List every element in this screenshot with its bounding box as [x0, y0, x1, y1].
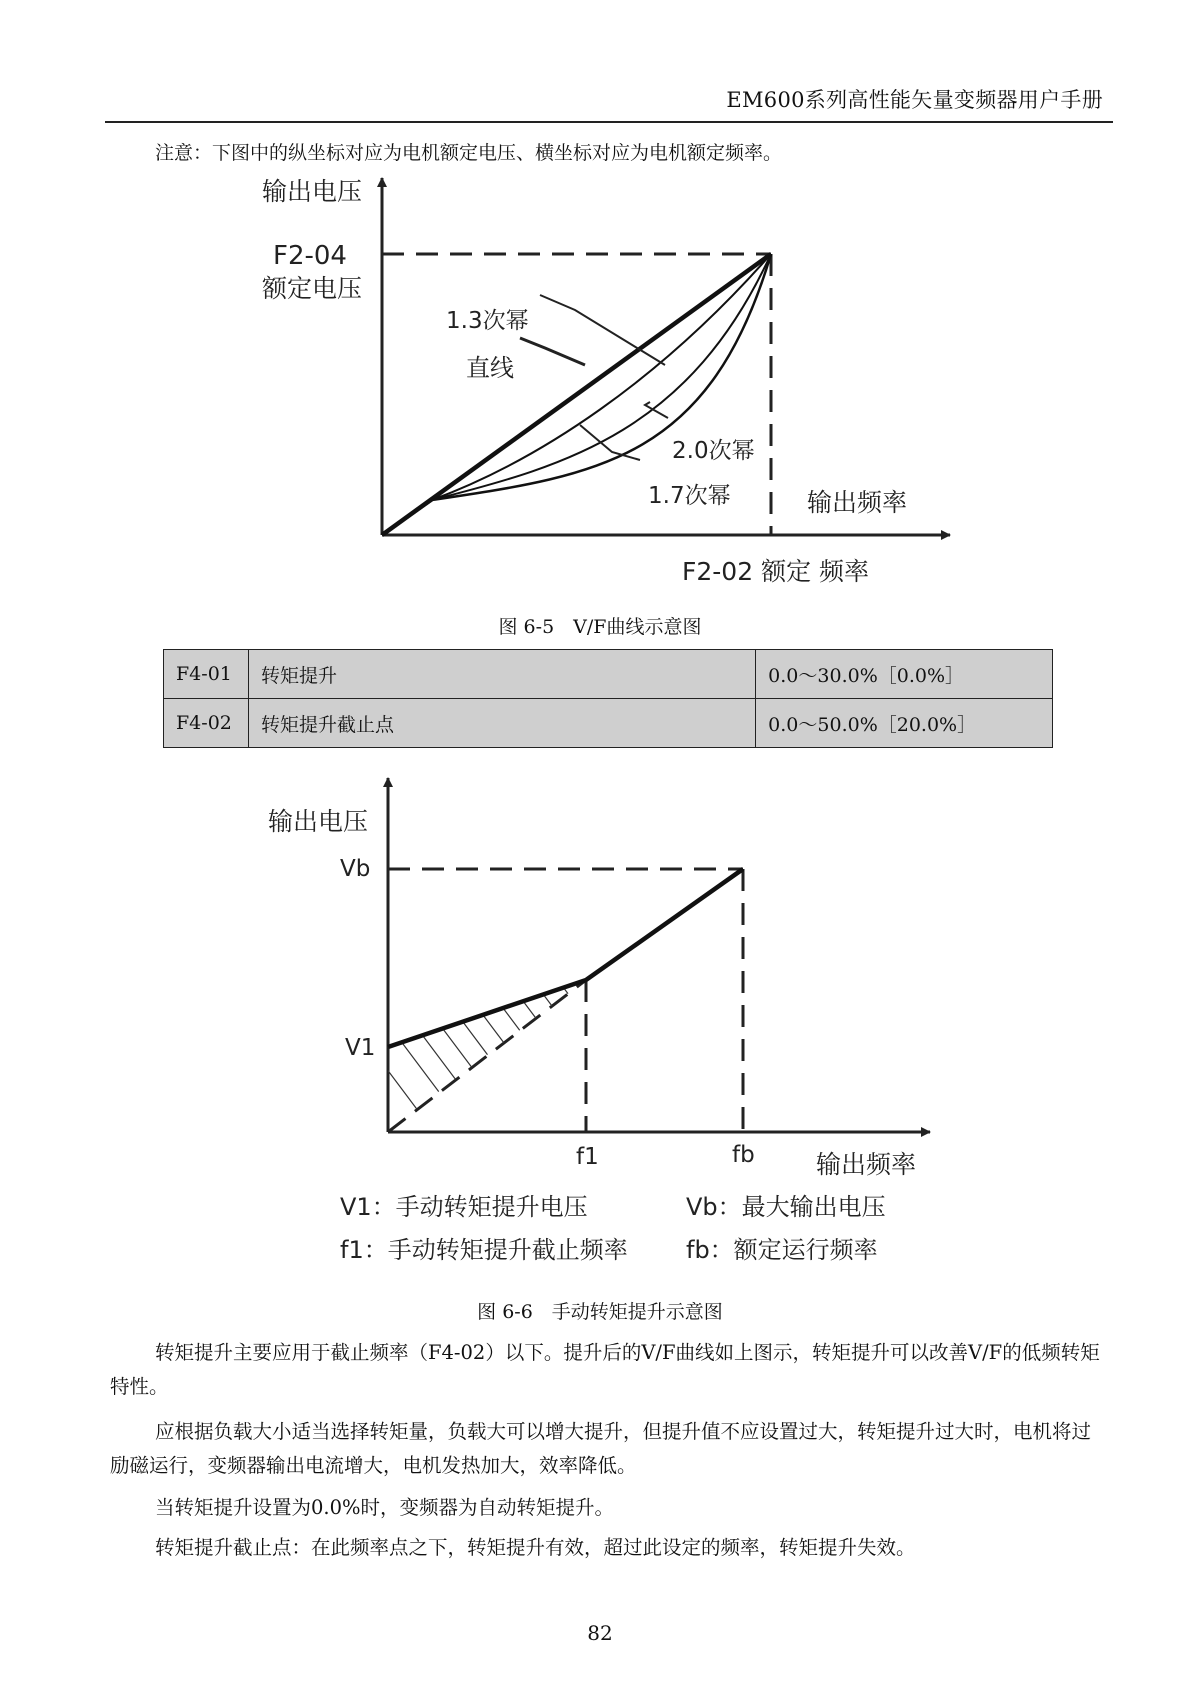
dashed-base-line	[388, 980, 586, 1132]
curve-label-1-7: 1.7次幂	[648, 483, 731, 509]
body-paragraph: 转矩提升截止点：在此频率点之下，转矩提升有效，超过此设定的频率，转矩提升失效。	[155, 1536, 916, 1559]
y-axis-label: 输出电压	[268, 807, 369, 836]
param-code: F4-02	[164, 699, 249, 748]
legend-vb: Vb：最大输出电压	[686, 1193, 886, 1221]
x-axis-label: 输出频率	[816, 1150, 917, 1179]
table-row	[164, 650, 1053, 699]
rated-voltage-label: 额定电压	[262, 274, 363, 303]
rated-voltage-code: F2-04	[273, 241, 347, 271]
table-row	[164, 699, 1053, 748]
rated-frequency-label: F2-02 额定 频率	[682, 557, 870, 586]
leader-linear	[520, 338, 585, 365]
param-range: 0.0～30.0%［0.0%］	[756, 650, 1053, 699]
figure-6-5-caption: 图 6-5 V/F曲线示意图	[498, 616, 702, 638]
body-paragraph: 应根据负载大小适当选择转矩量，负载大可以增大提升，但提升值不应设置过大，转矩提升过大时，电机将过励磁运行，变频器输出电流增大，电机发热加大，效率降低。	[110, 1420, 1092, 1477]
curve-label-2-0: 2.0次幂	[672, 438, 755, 464]
curve-label-linear: 直线	[466, 354, 514, 382]
leader-1-7	[580, 425, 640, 460]
body-paragraph: 转矩提升主要应用于截止频率（F4-02）以下。提升后的V/F曲线如上图示，转矩提升可以改善V/F的低频转矩特性。	[110, 1341, 1100, 1398]
parameter-table	[163, 649, 1053, 748]
v1-label: V1	[345, 1035, 376, 1061]
legend-v1: V1：手动转矩提升电压	[340, 1193, 588, 1221]
y-axis-label: 输出电压	[262, 177, 363, 206]
param-code: F4-01	[164, 650, 249, 699]
body-paragraph: 当转矩提升设置为0.0%时，变频器为自动转矩提升。	[155, 1496, 615, 1519]
vb-label: Vb	[340, 856, 371, 882]
legend-fb: fb：额定运行频率	[686, 1236, 878, 1264]
figure-6-6-caption: 图 6-6 手动转矩提升示意图	[477, 1301, 723, 1323]
param-range: 0.0～50.0%［20.0%］	[756, 699, 1053, 748]
boosted-vf-curve	[388, 869, 743, 1047]
figure-6-6	[0, 770, 1200, 1270]
fb-label: fb	[732, 1142, 755, 1168]
leader-2-0	[645, 402, 668, 418]
boost-hatch	[380, 983, 620, 1140]
x-axis-label: 输出频率	[807, 488, 908, 517]
running-header: EM600系列高性能矢量变频器用户手册	[726, 88, 1103, 112]
legend-f1: f1：手动转矩提升截止频率	[340, 1236, 628, 1264]
figure-6-5	[0, 170, 1200, 590]
param-name: 转矩提升截止点	[248, 699, 755, 748]
curve-low-start	[382, 500, 432, 535]
curve-label-1-3: 1.3次幂	[446, 308, 529, 334]
f1-label: f1	[576, 1144, 599, 1170]
page-number: 82	[587, 1621, 613, 1645]
header-rule	[105, 121, 1113, 123]
note-text: 注意：下图中的纵坐标对应为电机额定电压、横坐标对应为电机额定频率。	[155, 142, 783, 164]
param-name: 转矩提升	[248, 650, 755, 699]
